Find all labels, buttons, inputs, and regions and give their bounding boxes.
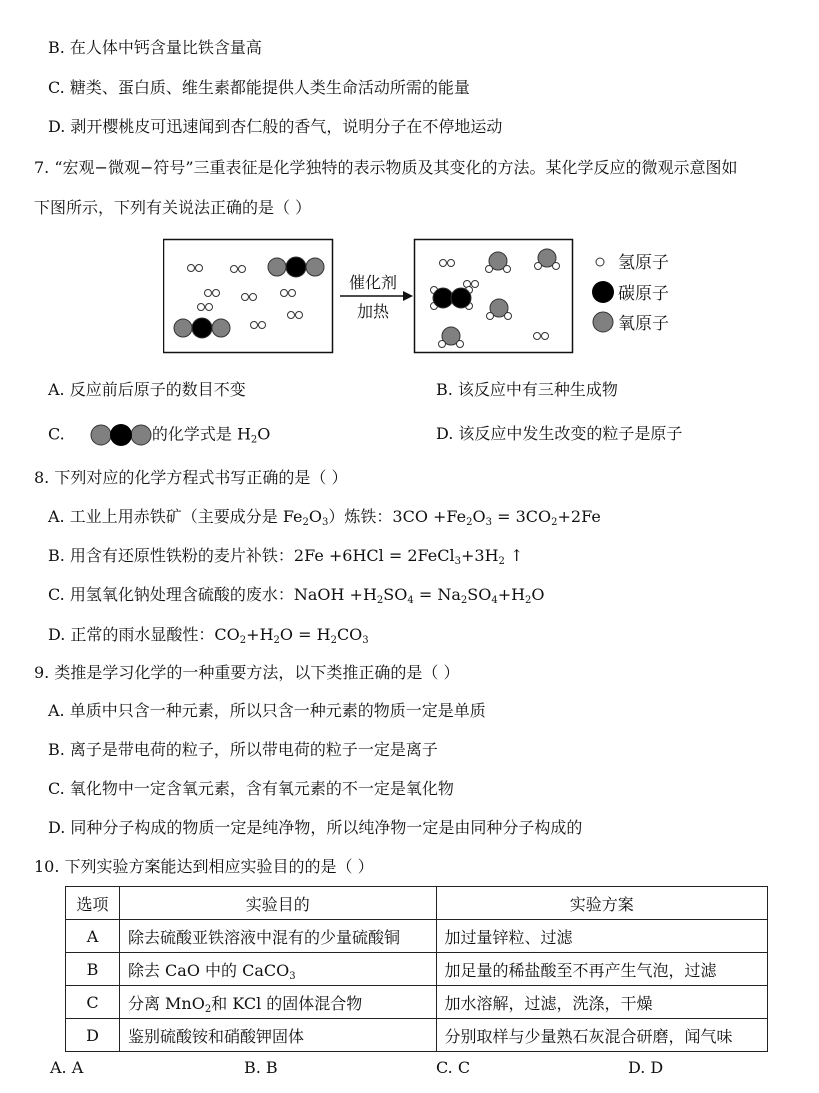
table-row bbox=[66, 986, 768, 1019]
row-goal: 除去 CaO 中的 CaCO$_3$ bbox=[119, 953, 436, 986]
arrow-label-top: 催化剂 bbox=[348, 273, 398, 292]
row-plan: 加足量的稀盐酸至不再产生气泡，过滤 bbox=[436, 953, 768, 986]
h2-molecule bbox=[231, 266, 246, 273]
co2-molecule bbox=[174, 318, 230, 338]
reaction-diagram bbox=[163, 238, 723, 356]
oxygen-atom-icon bbox=[593, 312, 613, 332]
q8-option-d: D. 正常的雨水显酸性：$CO_2+H_2O = H_2CO_3$ bbox=[48, 625, 369, 646]
h2-molecule bbox=[464, 281, 479, 288]
row-goal: 除去硫酸亚铁溶液中混有的少量硫酸铜 bbox=[119, 920, 436, 953]
arrow-label-bottom: 加热 bbox=[356, 302, 390, 321]
row-option: A bbox=[66, 920, 120, 953]
header-plan: 实验方案 bbox=[436, 887, 768, 920]
row-option: B bbox=[66, 953, 120, 986]
h2-molecule bbox=[205, 290, 220, 297]
q9-option-d: D. 同种分子构成的物质一定是纯净物，所以纯净物一定是由同种分子构成的 bbox=[48, 818, 583, 837]
table-row bbox=[66, 920, 768, 953]
header-goal: 实验目的 bbox=[119, 887, 436, 920]
q6-option-b: B. 在人体中钙含量比铁含量高 bbox=[48, 38, 262, 57]
q7-option-a: A. 反应前后原子的数目不变 bbox=[48, 380, 246, 399]
carbon-atom-icon bbox=[592, 281, 614, 303]
q8-option-b: B. 用含有还原性铁粉的麦片补铁：$2Fe +6HCl = 2FeCl_3+3H_2$ ↑ bbox=[48, 546, 524, 567]
h2-molecule bbox=[242, 294, 257, 301]
h2o-molecule bbox=[535, 249, 560, 270]
h2-molecule bbox=[534, 333, 549, 340]
row-goal: 分离 MnO$_2$和 KCl 的固体混合物 bbox=[119, 986, 436, 1019]
q7-option-d: D. 该反应中发生改变的粒子是原子 bbox=[436, 424, 683, 443]
q7-stem-line1: 7. “宏观−微观−符号”三重表征是化学独特的表示物质及其变化的方法。某化学反应的微观示意图如 bbox=[34, 158, 738, 177]
q9-option-b: B. 离子是带电荷的粒子，所以带电荷的粒子一定是离子 bbox=[48, 740, 438, 759]
row-plan: 分别取样与少量熟石灰混合研磨，闻气味 bbox=[436, 1019, 768, 1052]
q7-option-b: B. 该反应中有三种生成物 bbox=[436, 380, 618, 399]
h2-molecule bbox=[288, 312, 303, 319]
q9-stem: 9. 类推是学习化学的一种重要方法，以下类推正确的是（ ） bbox=[34, 663, 460, 682]
h2-molecule bbox=[188, 265, 203, 272]
q10-answer-c: C. C bbox=[436, 1058, 471, 1077]
h2-molecule bbox=[440, 260, 455, 267]
row-goal: 鉴别硫酸铵和硝酸钾固体 bbox=[119, 1019, 436, 1052]
q10-answer-d: D. D bbox=[628, 1058, 664, 1077]
table-header-row bbox=[66, 887, 768, 920]
q10-answer-b: B. B bbox=[244, 1058, 278, 1077]
table-row bbox=[66, 953, 768, 986]
co2-molecule-icon bbox=[90, 423, 152, 447]
header-option: 选项 bbox=[66, 887, 120, 920]
h2-molecule bbox=[198, 304, 213, 311]
q9-option-a: A. 单质中只含一种元素，所以只含一种元素的物质一定是单质 bbox=[48, 701, 486, 720]
co2-molecule bbox=[268, 257, 324, 277]
h2o-molecule bbox=[487, 299, 512, 320]
h2-molecule bbox=[251, 322, 266, 329]
row-plan: 加过量锌粒、过滤 bbox=[436, 920, 768, 953]
legend-oxygen: 氧原子 bbox=[618, 314, 669, 334]
h2o-molecule bbox=[439, 327, 464, 348]
legend-hydrogen: 氢原子 bbox=[618, 253, 669, 273]
q8-stem: 8. 下列对应的化学方程式书写正确的是（ ） bbox=[34, 468, 348, 487]
h2o-molecule bbox=[486, 252, 511, 273]
q10-stem: 10. 下列实验方案能达到相应实验目的的是（ ） bbox=[34, 857, 374, 876]
row-option: C bbox=[66, 986, 120, 1019]
row-plan: 加水溶解，过滤，洗涤，干燥 bbox=[436, 986, 768, 1019]
h2-molecule bbox=[281, 290, 296, 297]
hydrogen-atom-icon bbox=[596, 258, 604, 266]
c2h4-molecule bbox=[431, 287, 473, 310]
experiment-table bbox=[65, 886, 768, 1052]
legend-carbon: 碳原子 bbox=[618, 284, 669, 304]
arrow-head-icon bbox=[403, 291, 413, 301]
q9-option-c: C. 氧化物中一定含氧元素，含有氧元素的不一定是氧化物 bbox=[48, 779, 454, 798]
table-row bbox=[66, 1019, 768, 1052]
q8-option-c: C. 用氢氧化钠处理含硫酸的废水：NaOH $+H_2SO_4 = Na_2SO_4+H_2O$ bbox=[48, 585, 545, 606]
q6-option-d: D. 剥开樱桃皮可迅速闻到杏仁般的香气，说明分子在不停地运动 bbox=[48, 117, 503, 136]
q6-option-c: C. 糖类、蛋白质、维生素都能提供人类生命活动所需的能量 bbox=[48, 78, 470, 97]
q7-option-c: C. 的化学式是 $H_2O$ bbox=[48, 424, 271, 446]
row-option: D bbox=[66, 1019, 120, 1052]
q10-answer-a: A. A bbox=[50, 1058, 84, 1077]
q8-option-a: A. 工业上用赤铁矿（主要成分是 $Fe_2O_3$）炼铁：$3CO +Fe_2O_3 = 3CO_2+2Fe$ bbox=[48, 507, 601, 528]
q7-stem-line2: 下图所示，下列有关说法正确的是（ ） bbox=[34, 198, 312, 217]
